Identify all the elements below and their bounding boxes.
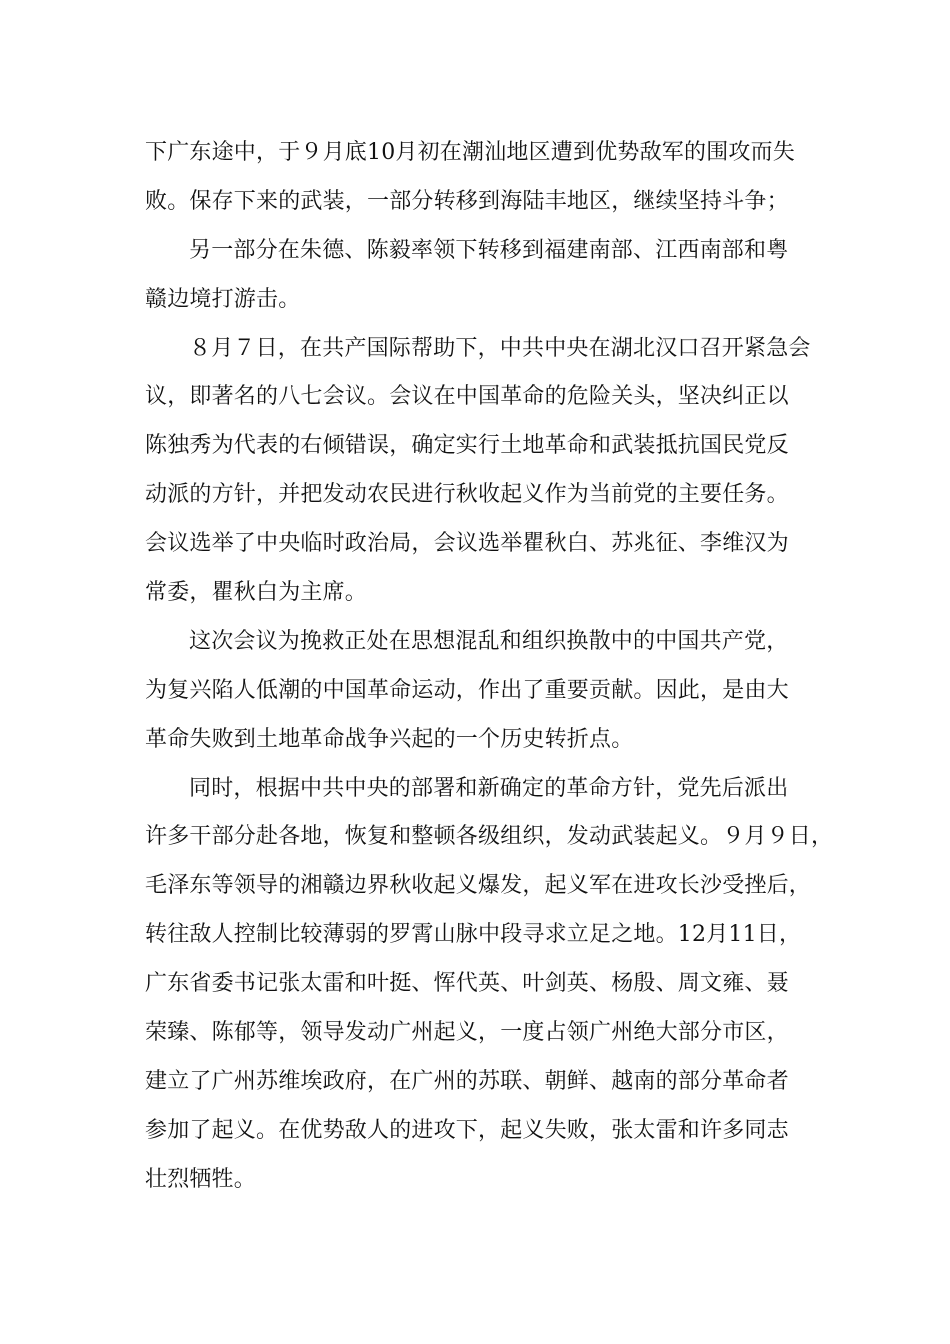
text-line: 败。保存下来的武装，一部分转移到海陆丰地区，继续坚持斗争；	[145, 188, 789, 214]
text-line: 动派的方针，并把发动农民进行秋收起义作为当前党的主要任务。	[145, 482, 789, 508]
paragraph-start-line: 另一部分在朱德、陈毅率领下转移到福建南部、江西南部和粤	[189, 237, 789, 263]
text-line: 荣臻、陈郁等，领导发动广州起义，一度占领广州绝大部分市区，	[145, 1020, 789, 1046]
text-line: 参加了起义。在优势敌人的进攻下，起义失败，张太雷和许多同志	[145, 1117, 789, 1143]
text-line: 毛泽东等领导的湘赣边界秋收起义爆发，起义军在进攻长沙受挫后，	[145, 873, 812, 899]
text-line: 下广东途中，于９月底10月初在潮汕地区遭到优势敌军的围攻而失	[145, 140, 795, 165]
paragraph-start-line: ８月７日，在共产国际帮助下，中共中央在湖北汉口召开紧急会	[189, 335, 811, 361]
text-line: 陈独秀为代表的右倾错误，确定实行土地革命和武装抵抗国民党反	[145, 433, 789, 459]
text-line: 为复兴陷人低潮的中国革命运动，作出了重要贡献。因此，是由大	[145, 677, 789, 703]
text-line: 会议选举了中央临时政治局，会议选举瞿秋白、苏兆征、李维汉为	[145, 531, 789, 557]
text-line: 转往敌人控制比较薄弱的罗霄山脉中段寻求立足之地。12月11日，	[145, 922, 802, 948]
text-line: 常委，瞿秋白为主席。	[145, 580, 368, 606]
text-line: 建立了广州苏维埃政府，在广州的苏联、朝鲜、越南的部分革命者	[145, 1068, 789, 1094]
text-line: 壮烈牺牲。	[145, 1166, 257, 1192]
text-line: 议，即著名的八七会议。会议在中国革命的危险关头，坚决纠正以	[145, 384, 789, 410]
body-text	[145, 129, 834, 1205]
text-line: 广东省委书记张太雷和叶挺、恽代英、叶剑英、杨殷、周文雍、聂	[145, 971, 789, 997]
paragraph-start-line: 同时，根据中共中央的部署和新确定的革命方针，党先后派出	[189, 775, 789, 801]
text-line: 革命失败到土地革命战争兴起的一个历史转折点。	[145, 726, 634, 752]
paragraph-start-line: 这次会议为挽救正处在思想混乱和组织换散中的中国共产党，	[189, 628, 789, 654]
text-line: 许多干部分赴各地，恢复和整顿各级组织，发动武装起义。９月９日，	[145, 824, 834, 850]
text-line: 赣边境打游击。	[145, 286, 301, 312]
